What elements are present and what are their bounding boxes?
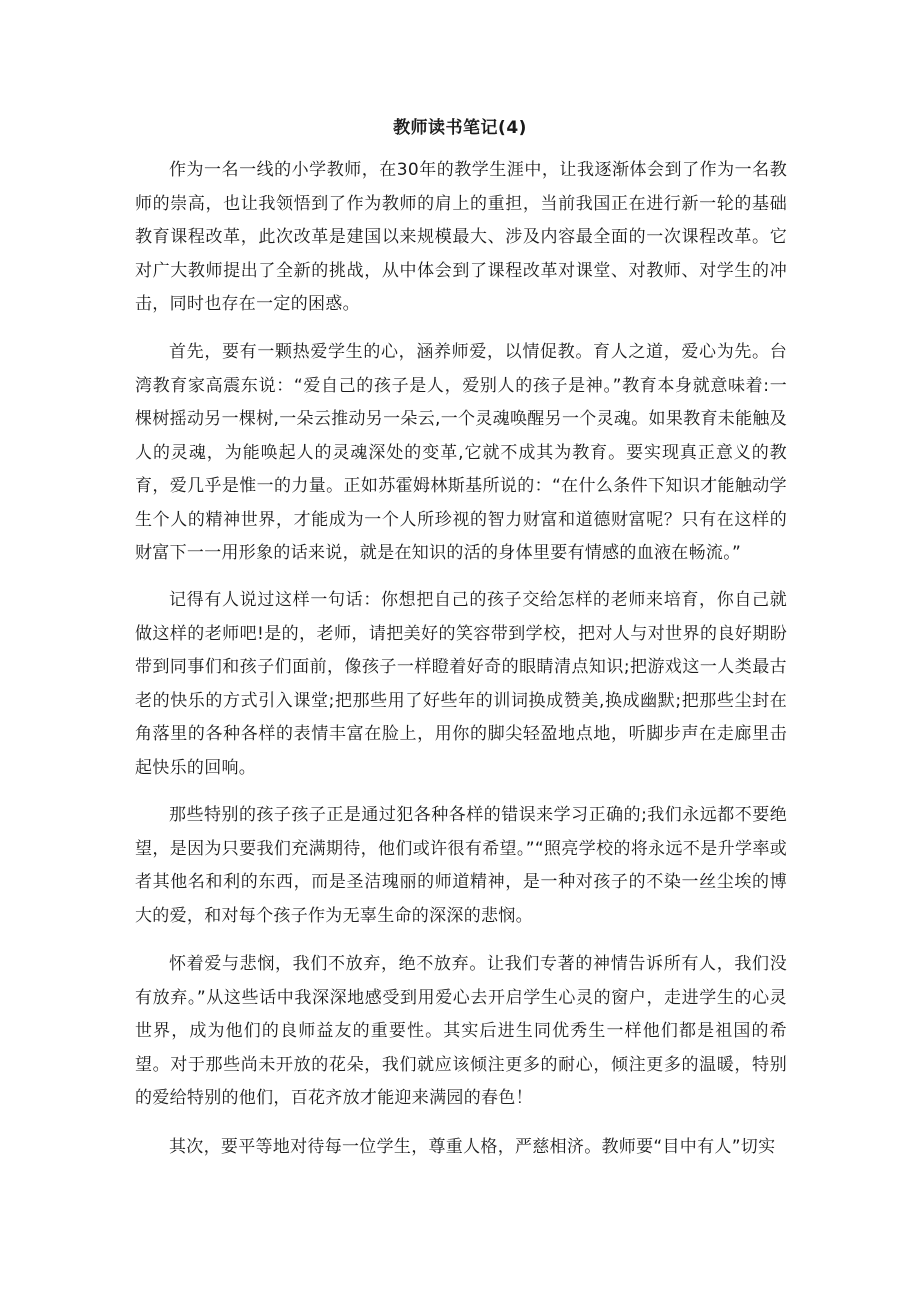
- paragraph-3: 记得有人说过这样一句话：你想把自己的孩子交给怎样的老师来培育，你自己就做这样的老师吧!是的，老师，请把美好的笑容带到学校，把对人与对世界的良好期盼带到同事们和孩子们面前，像孩子一样瞪着好奇的眼睛清点知识;把游戏这一人类最古老的快乐的方式引入课堂;把那些用了好些年的训词换成赞美,换成幽默;把那些尘封在角落里的各种各样的表情丰富在脸上，用你的脚尖轻盈地点地，听脚步声在走廊里击起快乐的回响。: [135, 590, 787, 778]
- document-title: 教师读书笔记(4): [393, 118, 527, 138]
- paragraph-6: 其次，要平等地对待每一位学生，尊重人格，严慈相济。教师要“目中有人”切实: [169, 1137, 776, 1157]
- paragraph-4: 那些特别的孩子孩子正是通过犯各种各样的错误来学习正确的;我们永远都不要绝望，是因为只要我们充满期待，他们或许很有希望。”“照亮学校的将永远不是升学率或者其他名和利的东西，而是圣洁瑰丽的师道精神，是一种对孩子的不染一丝尘埃的博大的爱，和对每个孩子作为无辜生命的深深的悲悯。: [135, 805, 787, 926]
- paragraph-1: 作为一名一线的小学教师，在30年的教学生涯中，让我逐渐体会到了作为一名教师的崇高，也让我领悟到了作为教师的肩上的重担，当前我国正在进行新一轮的基础教育课程改革，此次改革是建国以来规模最大、涉及内容最全面的一次课程改革。它对广大教师提出了全新的挑战，从中体会到了课程改革对课堂、对教师、对学生的冲击，同时也存在一定的困惑。: [135, 160, 787, 314]
- paragraph-2: 首先，要有一颗热爱学生的心，涵养师爱，以情促教。育人之道，爱心为先。台湾教育家高震东说：“爱自己的孩子是人，爱别人的孩子是神。”教育本身就意味着:一棵树摇动另一棵树,一朵云推动另一朵云,一个灵魂唤醒另一个灵魂。如果教育未能触及人的灵魂，为能唤起人的灵魂深处的变革,它就不成其为教育。要实现真正意义的教育，爱几乎是惟一的力量。正如苏霍姆林斯基所说的：“在什么条件下知识才能触动学生个人的精神世界，才能成为一个人所珍视的智力财富和道德财富呢？只有在这样的财富下一一用形象的话来说，就是在知识的活的身体里要有情感的血液在畅流。”: [135, 342, 787, 563]
- paragraph-5: 怀着爱与悲悯，我们不放弃，绝不放弃。让我们专著的神情告诉所有人，我们没有放弃。”从这些话中我深深地感受到用爱心去开启学生心灵的窗户，走进学生的心灵世界，成为他们的良师益友的重要性。其实后进生同优秀生一样他们都是祖国的希望。对于那些尚未开放的花朵，我们就应该倾注更多的耐心，倾注更多的温暖，特别的爱给特别的他们，百花齐放才能迎来满园的春色！: [135, 954, 787, 1108]
